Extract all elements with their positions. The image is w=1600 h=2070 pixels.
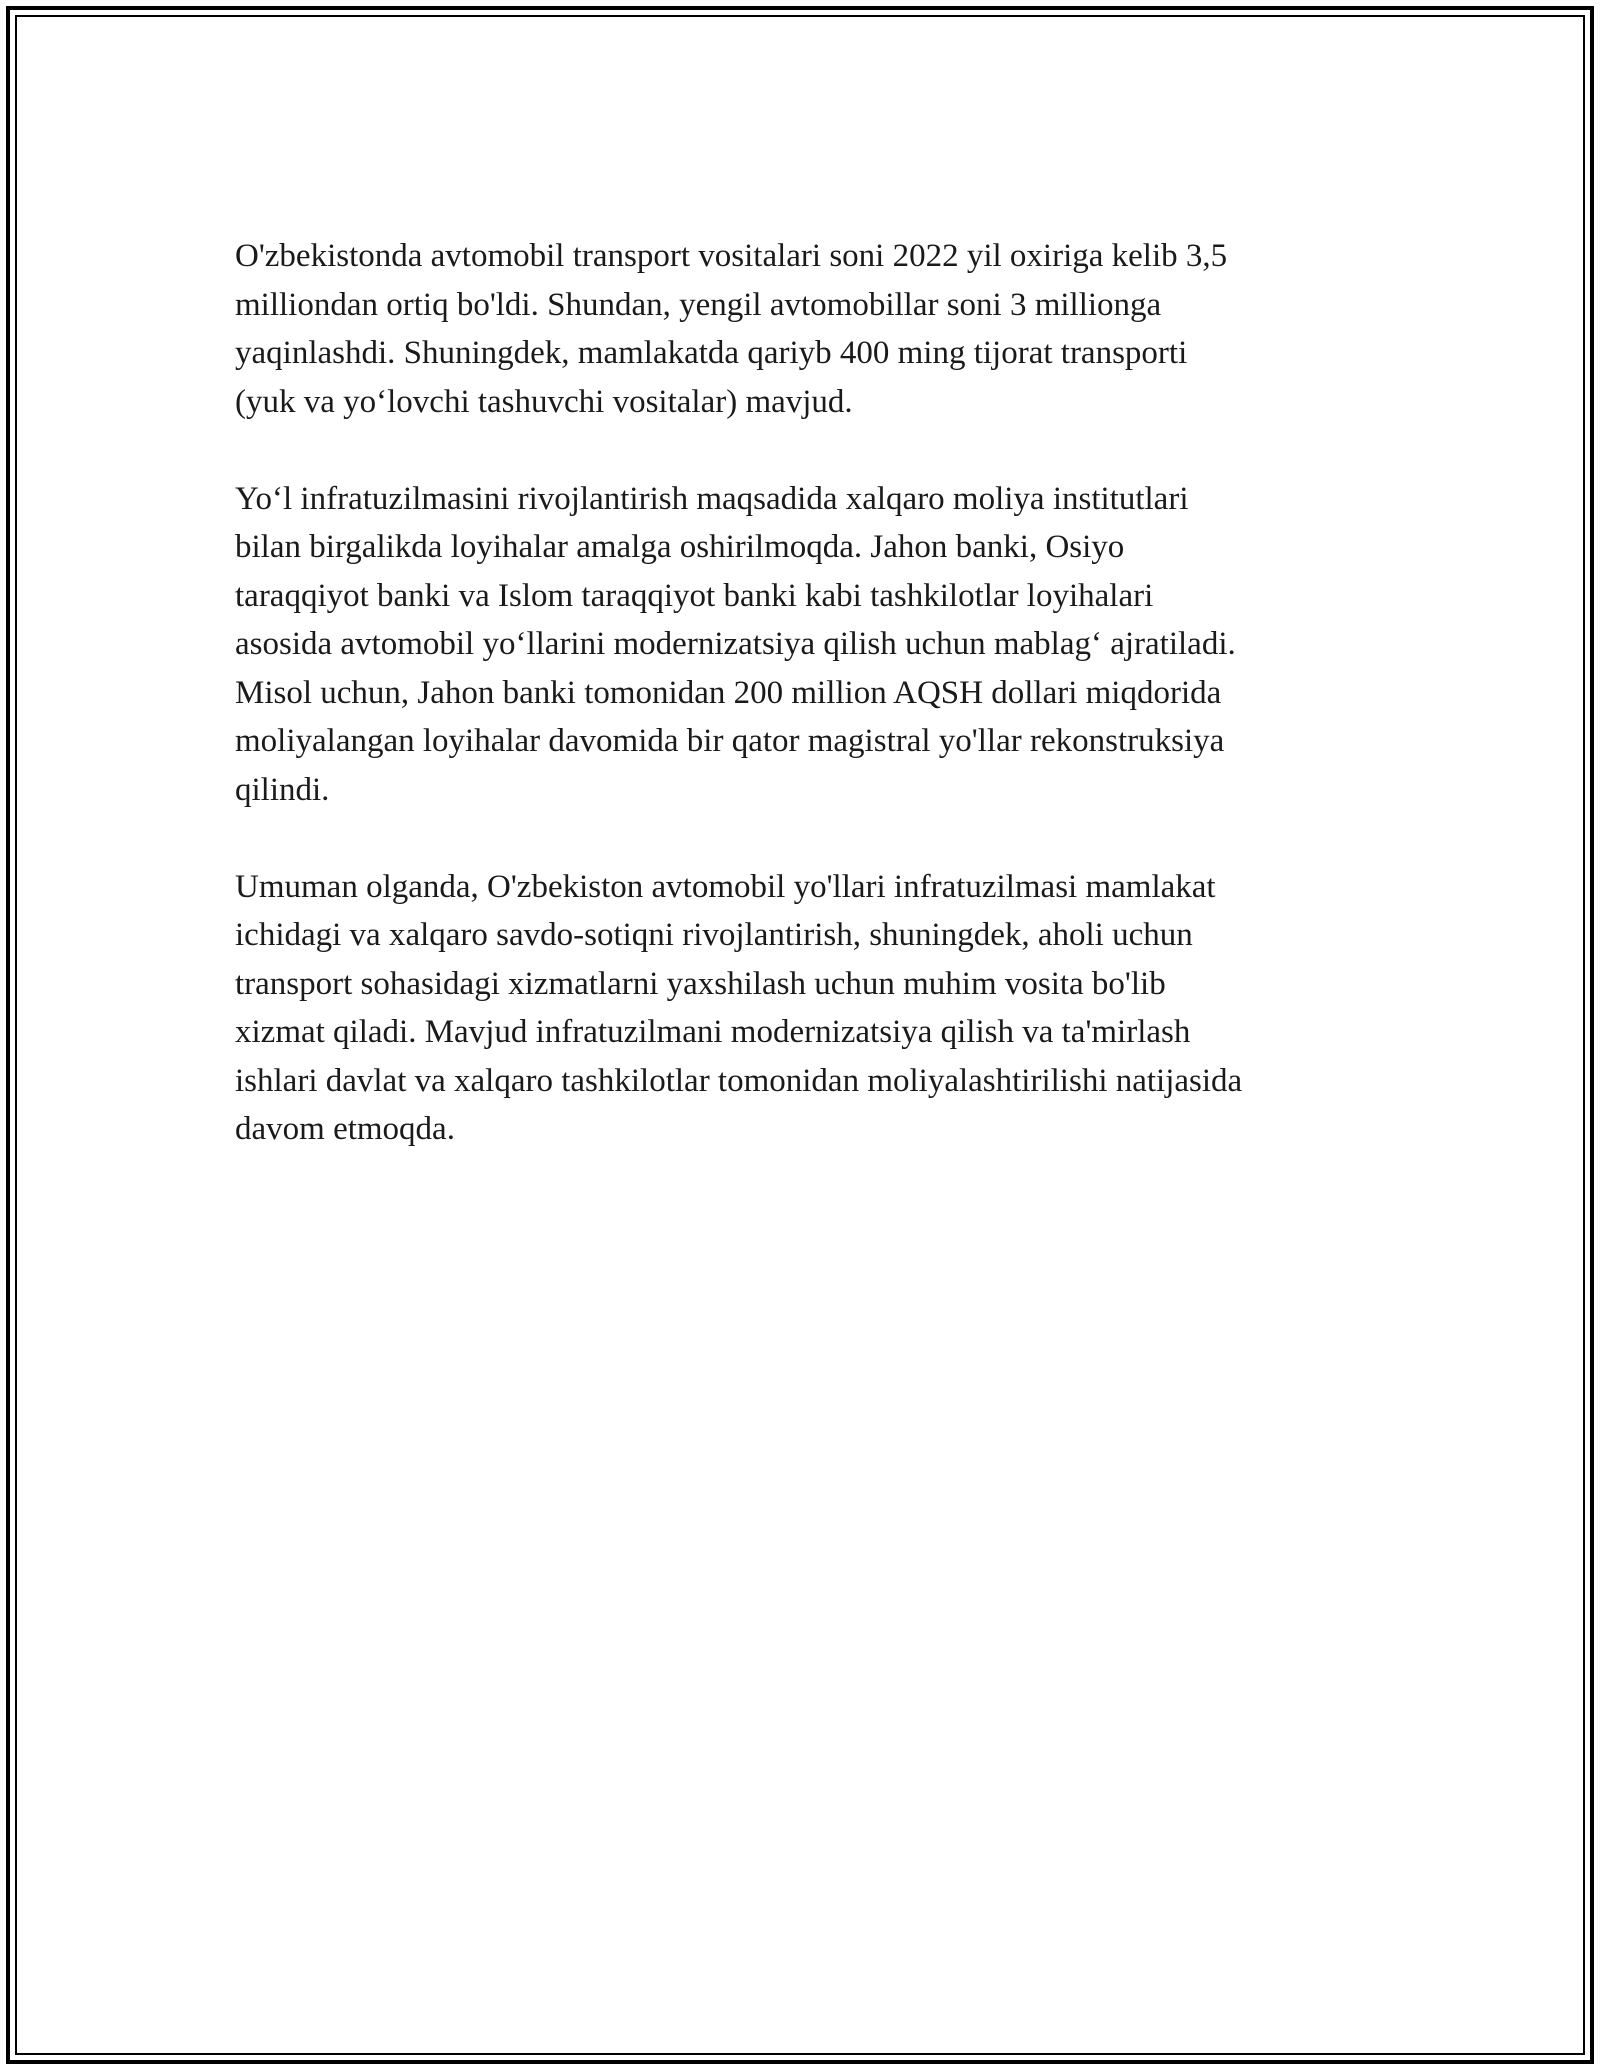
text-line: ishlari davlat va xalqaro tashkilotlar tomonidan moliyalashtirilishi natijasida — [235, 1062, 1243, 1099]
text-line: qilindi. — [235, 771, 330, 808]
text-line: transport sohasidagi xizmatlarni yaxshilash uchun muhim vosita bo'lib — [235, 965, 1166, 1002]
text-line: (yuk va yo‘lovchi tashuvchi vositalar) mavjud. — [235, 383, 853, 420]
text-line: yaqinlashdi. Shuningdek, mamlakatda qariyb 400 ming tijorat transporti — [235, 335, 1188, 371]
text-line: moliyalangan loyihalar davomida bir qator magistral yo'llar rekonstruksiya — [235, 723, 1225, 759]
text-line: Yo‘l infratuzilmasini rivojlantirish maqsadida xalqaro moliya institutlari — [235, 480, 1189, 517]
text-line: asosida avtomobil yo‘llarini modernizatsiya qilish uchun mablag‘ ajratiladi. — [235, 626, 1236, 662]
document-body — [235, 232, 1365, 1202]
text-line: ichidagi va xalqaro savdo-sotiqni rivojlantirish, shuningdek, aholi uchun — [235, 917, 1193, 953]
text-line: davom etmoqda. — [235, 1111, 455, 1147]
paragraph-infrastructure-financing — [235, 475, 1365, 815]
text-line: taraqqiyot banki va Islom taraqqiyot banki kabi tashkilotlar loyihalari — [235, 577, 1154, 614]
text-line: xizmat qiladi. Mavjud infratuzilmani modernizatsiya qilish va ta'mirlash — [235, 1014, 1191, 1050]
text-line: bilan birgalikda loyihalar amalga oshirilmoqda. Jahon banki, Osiyo — [235, 529, 1125, 565]
paragraph-vehicle-statistics — [235, 232, 1365, 426]
text-line: Umuman olganda, O'zbekiston avtomobil yo'llari infratuzilmasi mamlakat — [235, 868, 1216, 905]
text-line: milliondan ortiq bo'ldi. Shundan, yengil avtomobillar soni 3 millionga — [235, 286, 1162, 323]
paragraph-conclusion — [235, 863, 1365, 1154]
text-line: O'zbekistonda avtomobil transport vositalari soni 2022 yil oxiriga kelib 3,5 — [235, 238, 1228, 274]
text-line: Misol uchun, Jahon banki tomonidan 200 million AQSH dollari miqdorida — [235, 674, 1222, 711]
